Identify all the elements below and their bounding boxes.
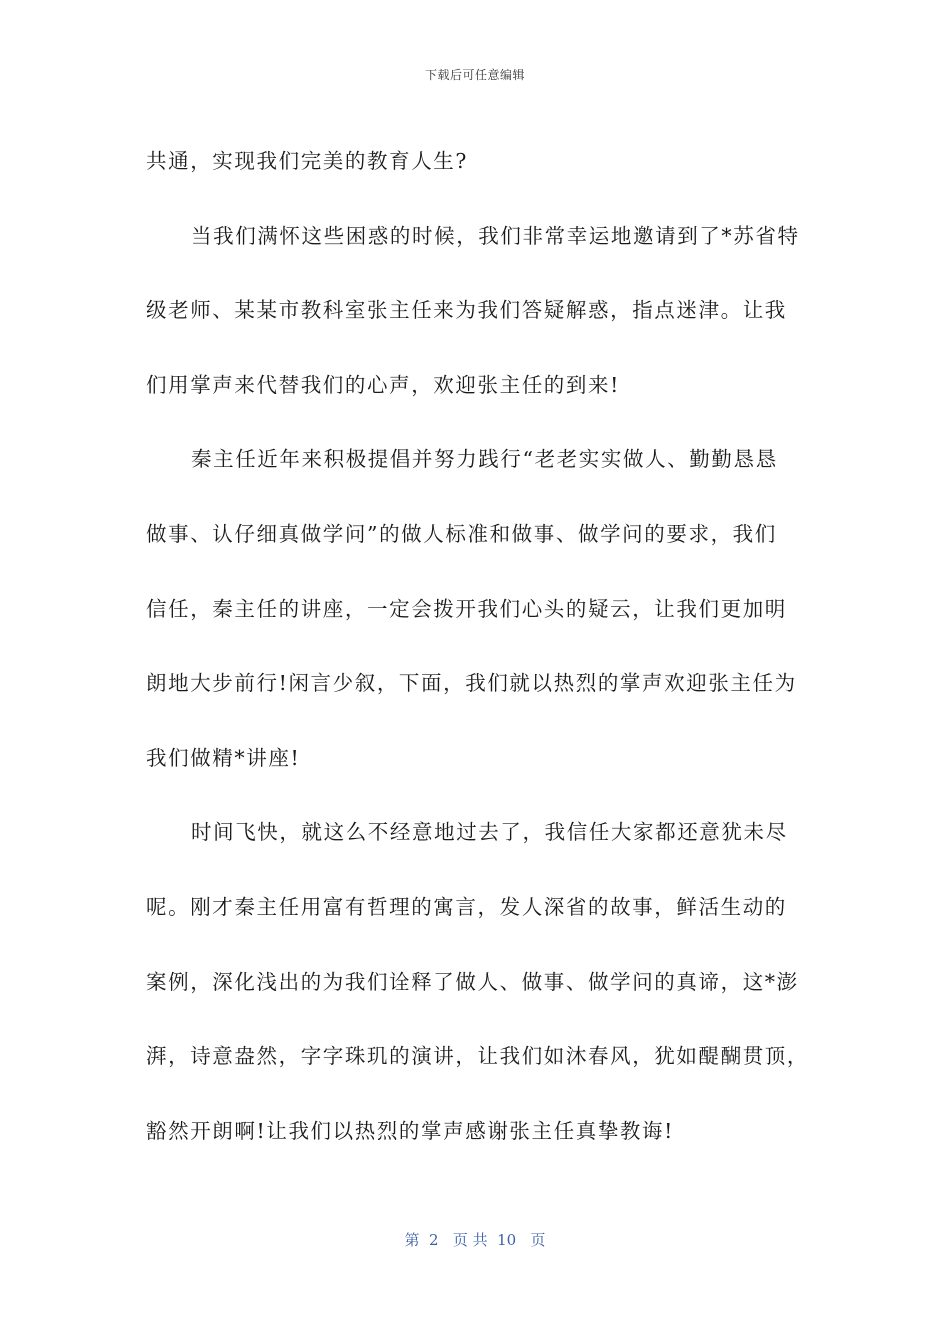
text-line: 秦主任近年来积极提倡并努力践行“老老实实做人、勤勤恳恳 bbox=[191, 447, 778, 472]
page-number-footer: 第 2 页 共 10 页 bbox=[404, 1231, 546, 1249]
text-line: 信任，秦主任的讲座，一定会拨开我们心头的疑云，让我们更加明 bbox=[146, 596, 787, 621]
text-line: 湃，诗意盎然，字字珠玑的演讲，让我们如沐春风，犹如醍醐贯顶， bbox=[146, 1044, 809, 1069]
text-line: 呢。刚才秦主任用富有哲理的寓言，发人深省的故事，鲜活生动的 bbox=[146, 894, 787, 919]
document-body bbox=[146, 124, 816, 1168]
text-line: 级老师、某某市教科室张主任来为我们答疑解惑，指点迷津。让我 bbox=[146, 298, 787, 323]
text-line: 豁然开朗啊!让我们以热烈的掌声感谢张主任真挚教诲! bbox=[146, 1118, 674, 1143]
text-line: 共通，实现我们完美的教育人生? bbox=[146, 149, 468, 173]
page-header: 下载后可任意编辑 bbox=[424, 68, 525, 82]
text-line: 时间飞快，就这么不经意地过去了，我信任大家都还意犹未尽 bbox=[191, 820, 788, 845]
text-line: 我们做精*讲座! bbox=[146, 745, 301, 770]
text-line: 当我们满怀这些困惑的时候，我们非常幸运地邀请到了*苏省特 bbox=[191, 223, 800, 248]
text-line: 做事、认仔细真做学问”的做人标准和做事、做学问的要求，我们 bbox=[146, 521, 777, 546]
text-line: 们用掌声来代替我们的心声，欢迎张主任的到来! bbox=[146, 372, 620, 397]
text-line: 朗地大步前行!闲言少叙，下面，我们就以热烈的掌声欢迎张主任为 bbox=[146, 671, 797, 696]
text-line: 案例，深化浅出的为我们诠释了做人、做事、做学问的真谛，这*澎 bbox=[146, 969, 799, 994]
